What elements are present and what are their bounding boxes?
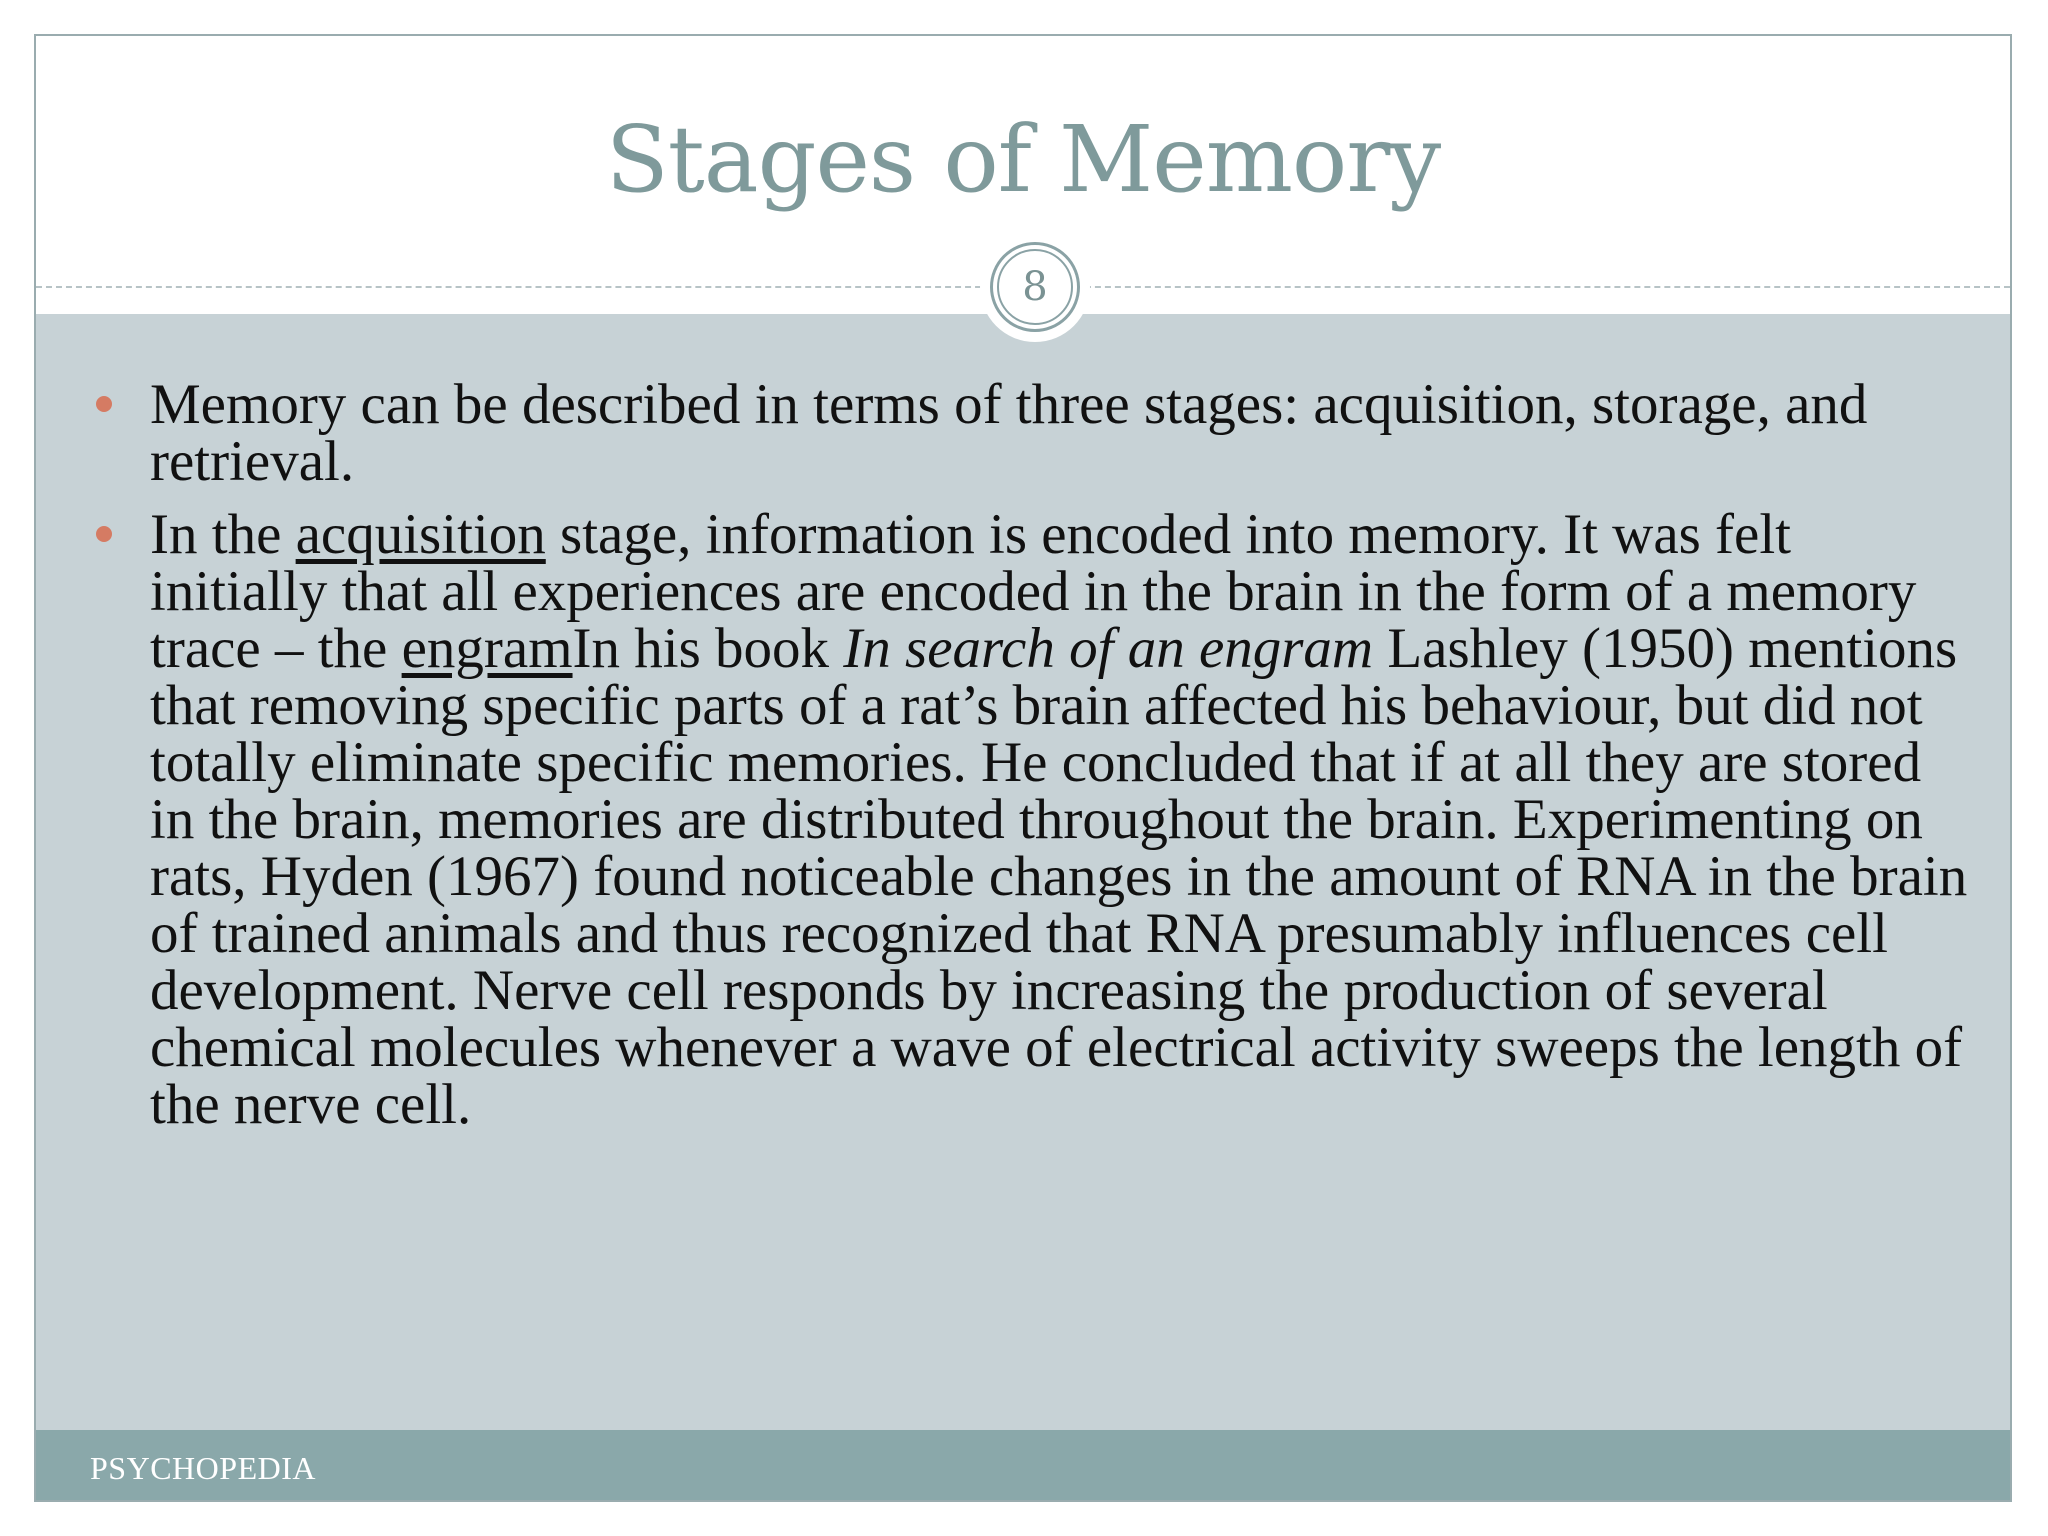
bullet-text-part: stage, information is encoded into memory. It was felt initially that all experiences are encoded in the brain in the form of a memory trace – the <box>150 503 1917 680</box>
bullet-item <box>36 373 2010 493</box>
slide-title: Stages of Memory <box>605 106 1441 213</box>
bullet-item <box>36 503 2010 1136</box>
page-number: 8 <box>997 249 1073 325</box>
underlined-term-acquisition: acquisition <box>295 503 546 566</box>
bullet-dot-icon <box>96 526 112 542</box>
bullet-text-part: Lashley (1950) mentions that removing specific parts of a rat’s brain affected his behaviour, but did not totally eliminate specific memories. He concluded that if at all they are stored in the brain, memories are distributed throughout the brain. Experimenting on rats, Hyden (1967) found noticeable changes in the amount of RNA in the brain of trained animals and thus recognized that RNA presumably influences cell development. Nerve cell responds by increasing the production of several chemical molecules whenever a wave of electrical activity sweeps the length of the nerve cell. <box>150 617 1968 1136</box>
footer-bar <box>36 1430 2010 1500</box>
underlined-term-engram: engram <box>401 617 573 680</box>
bullet-dot-icon <box>96 396 112 412</box>
bullet-list <box>36 373 2010 1149</box>
footer-label: PSYCHOPEDIA <box>90 1450 316 1486</box>
page-number-badge <box>980 232 1090 342</box>
bullet-text-part: In his book <box>572 617 844 680</box>
book-title: In search of an engram <box>843 617 1374 680</box>
slide <box>34 34 2012 1502</box>
page-number-ring <box>990 242 1080 332</box>
bullet-text: Memory can be described in terms of three stages: acquisition, storage, and retrieval. <box>150 373 1868 493</box>
bullet-text-part: In the <box>150 503 296 566</box>
